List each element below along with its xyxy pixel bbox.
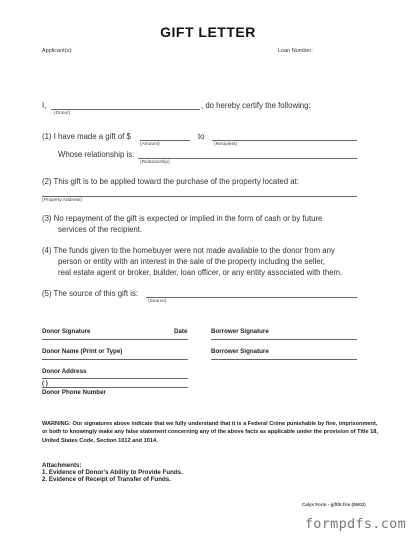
relationship-field[interactable]: [138, 158, 357, 159]
property-address-field[interactable]: [42, 196, 357, 197]
borrower-signature-line-1[interactable]: [211, 339, 357, 340]
donor-caption: (Donor): [54, 111, 71, 116]
gift-source-field[interactable]: [146, 297, 357, 298]
donor-signature-label: Donor Signature: [42, 328, 91, 335]
borrower-signature-label-1: Borrower Signature: [211, 328, 269, 335]
page-title: GIFT LETTER: [160, 24, 256, 40]
item4-line3: real estate agent or broker, builder, loan officer, or any entity associated with them.: [58, 268, 343, 277]
item3-line1: (3) No repayment of the gift is expected or implied in the form of cash or by future: [42, 214, 323, 223]
donor-signature-line[interactable]: [42, 339, 188, 340]
intro-prefix: I,: [42, 101, 47, 110]
phone-area-code: ( ): [42, 380, 48, 387]
amount-caption: (Amount): [140, 142, 160, 147]
attachment-item-1: 1. Evidence of Donor's Ability to Provide Funds.: [42, 469, 183, 476]
relationship-label: Whose relationship is:: [58, 150, 135, 159]
item4-line1: (4) The funds given to the homebuyer were not made available to the donor from any: [42, 246, 335, 255]
item3-line2: services of the recipient.: [58, 225, 143, 234]
amount-field[interactable]: [140, 140, 190, 141]
attachment-item-2: 2. Evidence of Receipt of Transfer of Funds.: [42, 476, 171, 483]
donor-phone-line[interactable]: [42, 387, 188, 388]
date-label: Date: [174, 328, 188, 335]
watermark: formpdfs.com: [304, 516, 406, 532]
borrower-signature-label-2: Borrower Signature: [211, 348, 269, 355]
donor-address-label: Donor Address: [42, 368, 87, 375]
recipient-caption: (Recipient): [214, 142, 238, 147]
loan-number-label: Loan Number:: [278, 48, 313, 54]
item1-text: (1) I have made a gift of $: [42, 132, 131, 141]
relationship-caption: (Relationship): [140, 160, 170, 165]
warning-text: WARNING: Our signatures above indicate that we fully understand that it is a Federal Crime punishable by fine, imprisonment, or both to knowingly make any false statement concerning any of the above facts as applicable under the provision of Title 18, United States Code, Section 1012 and 1014.: [42, 421, 378, 444]
attachments-heading: Attachments:: [42, 462, 82, 469]
donor-name-field[interactable]: [51, 109, 200, 110]
source-caption: (Source): [148, 299, 167, 304]
item4-line2: person or entity with an interest in the sale of the property including the seller,: [58, 257, 325, 266]
property-address-caption: (Property Address): [42, 198, 82, 203]
donor-name-line[interactable]: [42, 359, 188, 360]
donor-address-line[interactable]: [42, 378, 188, 379]
donor-phone-label: Donor Phone Number: [42, 389, 106, 396]
donor-name-label: Donor Name (Print or Type): [42, 348, 123, 355]
form-id: Calyx Form - giftltr.frm (05/02): [302, 502, 366, 507]
recipient-field[interactable]: [212, 140, 357, 141]
item2-text: (2) This gift is to be applied toward the purchase of the property located at:: [42, 177, 299, 186]
intro-suffix: , do hereby certify the following:: [201, 101, 311, 110]
applicants-label: Applicant(s):: [42, 48, 73, 54]
item5-text: (5) The source of this gift is:: [42, 289, 139, 298]
borrower-signature-line-2[interactable]: [211, 359, 357, 360]
item1-to: to: [198, 132, 205, 141]
